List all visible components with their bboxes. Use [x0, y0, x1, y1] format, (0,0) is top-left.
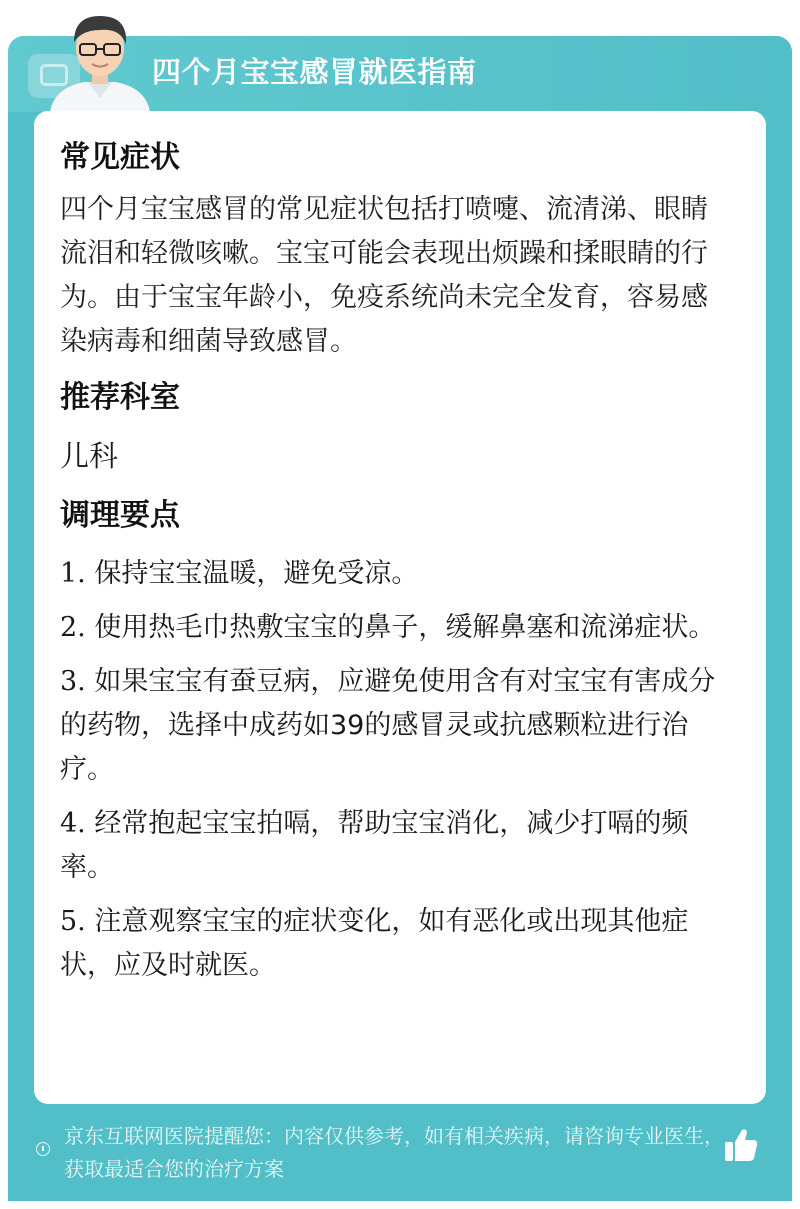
tip-text: 经常抱起宝宝拍嗝，帮助宝宝消化，减少打嗝的频率。 — [60, 808, 689, 883]
tip-number: 5. — [60, 906, 86, 937]
disclaimer-text: 京东互联网医院提醒您：内容仅供参考，如有相关疾病，请咨询专业医生，获取最适合您的治疗方案 — [64, 1124, 724, 1181]
tip-text: 如果宝宝有蚕豆病，应避免使用含有对宝宝有害成分的药物，选择中成药如39的感冒灵或抗感颗粒进行治疗。 — [60, 666, 716, 785]
guide-content — [60, 132, 730, 988]
department-value: 儿科 — [60, 439, 119, 473]
tip-number: 1. — [60, 558, 86, 589]
symptoms-text: 四个月宝宝感冒的常见症状包括打喷嚏、流清涕、眼睛流泪和轻微咳嗽。宝宝可能会表现出烦躁和揉眼睛的行为。由于宝宝年龄小，免疫系统尚未完全发育，容易感染病毒和细菌导致感冒。 — [60, 194, 708, 357]
care-tip — [60, 606, 730, 650]
care-tip — [60, 900, 730, 988]
info-icon — [36, 1142, 50, 1156]
tip-text: 保持宝宝温暖，避免受凉。 — [94, 558, 419, 589]
page-title: 四个月宝宝感冒就医指南 — [152, 55, 477, 89]
doctor-avatar — [44, 6, 156, 112]
care-tip — [60, 802, 730, 890]
care-heading: 调理要点 — [60, 498, 180, 533]
department-heading: 推荐科室 — [60, 380, 180, 415]
thumbs-up-icon[interactable] — [724, 1127, 758, 1163]
care-tip — [60, 552, 730, 596]
care-tip — [60, 660, 730, 792]
tip-number: 3. — [60, 666, 86, 697]
tip-text: 注意观察宝宝的症状变化，如有恶化或出现其他症状，应及时就医。 — [60, 906, 689, 981]
tip-number: 2. — [60, 612, 86, 643]
symptoms-heading: 常见症状 — [60, 140, 180, 175]
tip-number: 4. — [60, 808, 86, 839]
tip-text: 使用热毛巾热敷宝宝的鼻子，缓解鼻塞和流涕症状。 — [94, 612, 716, 643]
